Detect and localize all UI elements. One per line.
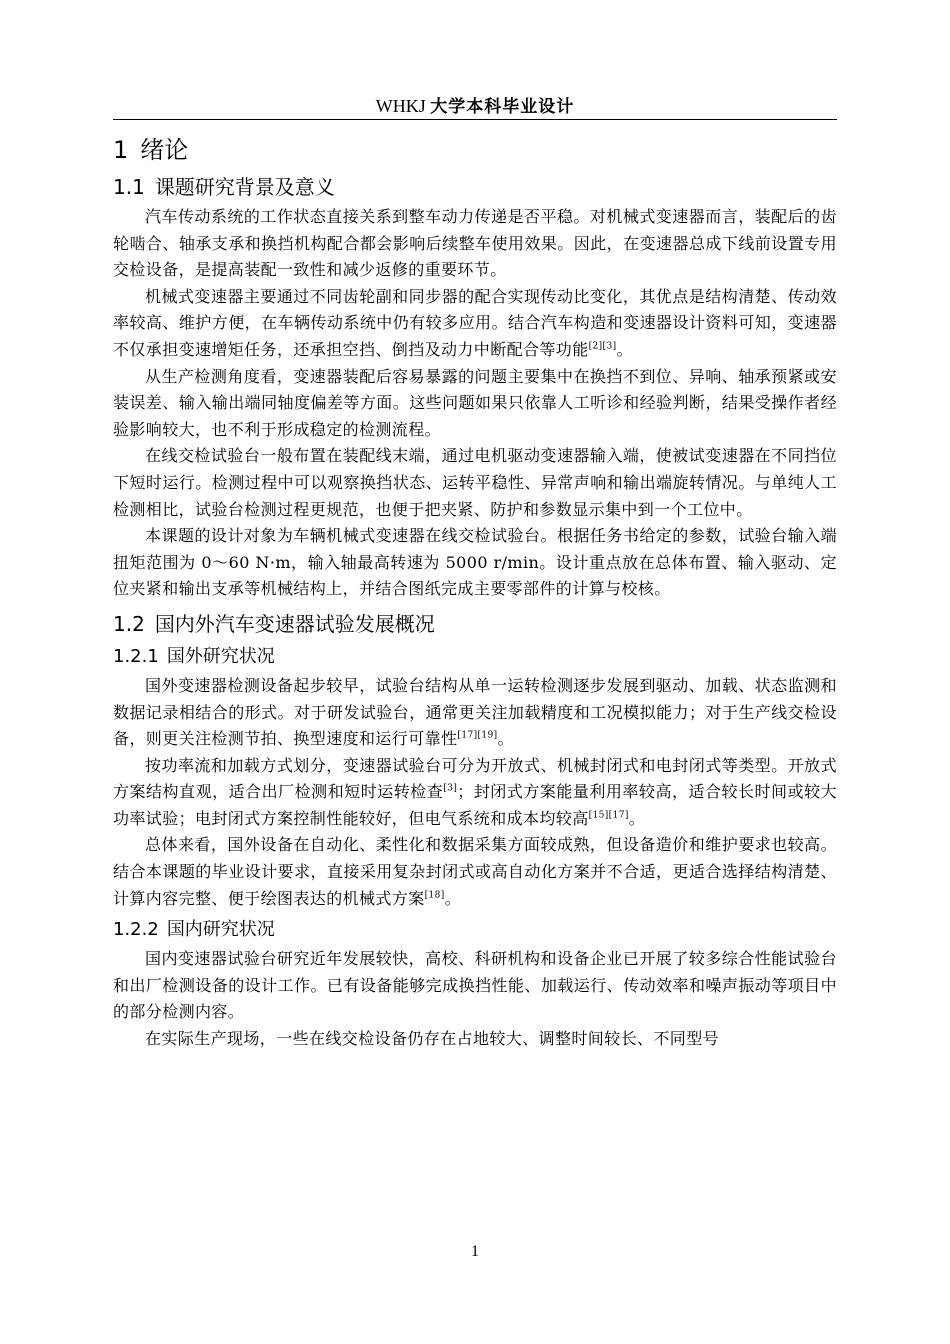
paragraph-text: 国外变速器检测设备起步较早，试验台结构从单一运转检测逐步发展到驱动、加载、状态监测和数据记录相结合的形式。对于研发试验台，通常更关注加载精度和工况模拟能力；对于生产线交检设备，则更关注检测节拍、换型速度和运行可靠性 bbox=[113, 675, 837, 749]
paragraph bbox=[113, 523, 837, 603]
chapter-heading bbox=[113, 130, 837, 170]
subsection-title: 国内研究状况 bbox=[166, 919, 275, 941]
subsection-heading-1-2-2 bbox=[113, 914, 837, 946]
subsection-number: 1.2.1 bbox=[113, 645, 159, 667]
paragraph-tail: 。 bbox=[497, 729, 514, 749]
header-title: 大学本科毕业设计 bbox=[430, 97, 575, 117]
citation: [3] bbox=[443, 783, 458, 794]
header-rule bbox=[113, 119, 837, 120]
section-title: 国内外汽车变速器试验发展概况 bbox=[154, 611, 435, 636]
paragraph-text: 汽车传动系统的工作状态直接关系到整车动力传递是否平稳。对机械式变速器而言，装配后的齿轮啮合、轴承支承和换挡机构配合都会影响后续整车使用效果。因此，在变速器总成下线前设置专用交检设备，是提高装配一致性和减少返修的重要环节。 bbox=[113, 207, 837, 280]
paragraph bbox=[113, 946, 837, 1026]
paragraph bbox=[113, 753, 837, 833]
page-number: 1 bbox=[471, 1243, 479, 1260]
chapter-number: 1 bbox=[113, 136, 129, 164]
paragraph bbox=[113, 204, 837, 284]
page-header bbox=[113, 92, 837, 120]
paragraph-tail: 。 bbox=[616, 339, 633, 359]
section-heading-1-2 bbox=[113, 607, 837, 641]
section-title: 课题研究背景及意义 bbox=[154, 175, 335, 199]
chapter-title: 绪论 bbox=[140, 136, 189, 164]
header-school: WHKJ bbox=[375, 96, 426, 116]
paragraph bbox=[113, 1026, 837, 1053]
paragraph bbox=[113, 673, 837, 753]
subsection-title: 国外研究状况 bbox=[166, 645, 275, 667]
citation: [18] bbox=[424, 890, 445, 901]
paragraph-text: ；封闭式方案能量利用率较高，适合较长时间或较大功率试验；电封闭式方案控制性能较好，但电气系统和成本均较高 bbox=[113, 782, 837, 828]
paragraph-tail: 。 bbox=[444, 888, 462, 908]
paragraph-text: 从生产检测角度看，变速器装配后容易暴露的问题主要集中在换挡不到位、异响、轴承预紧或安装误差、输入输出端同轴度偏差等方面。这些问题如果只依靠人工听诊和经验判断，结果受操作者经验影响较大，也不利于形成稳定的检测流程。 bbox=[113, 366, 837, 439]
citation: [15][17] bbox=[588, 810, 629, 821]
paragraph bbox=[113, 284, 837, 364]
paragraph-text: 在实际生产现场，一些在线交检设备仍存在占地较大、调整时间较长、不同型号 bbox=[145, 1029, 720, 1049]
paragraph-text: 本课题的设计对象为车辆机械式变速器在线交检试验台。根据任务书给定的参数，试验台输入端扭矩范围为 0～60 N·m，输入轴最高转速为 5000 r/min。设计重点放在总体布置、输入驱动、定位夹紧和输出支承等机械结构上，并结合图纸完成主要零部件的计算与校核。 bbox=[113, 526, 837, 599]
citation: [17][19] bbox=[457, 730, 498, 741]
paragraph-text: 按功率流和加载方式划分，变速器试验台可分为开放式、机械封闭式和电封闭式等类型。开放式方案结构直观，适合出厂检测和短时运转检查 bbox=[113, 755, 837, 802]
citation: [2][3] bbox=[588, 341, 617, 352]
section-number: 1.1 bbox=[113, 175, 145, 199]
subsection-heading-1-2-1 bbox=[113, 641, 837, 673]
paragraph-text: 在线交检试验台一般布置在装配线末端，通过电机驱动变速器输入端，使被试变速器在不同挡位下短时运行。检测过程中可以观察换挡状态、运转平稳性、异常声响和输出端旋转情况。与单纯人工检测相比，试验台检测过程更规范，也便于把夹紧、防护和参数显示集中到一个工位中。 bbox=[113, 446, 837, 519]
paragraph bbox=[113, 443, 837, 523]
paragraph-text: 总体来看，国外设备在自动化、柔性化和数据采集方面较成熟，但设备造价和维护要求也较高。结合本课题的毕业设计要求，直接采用复杂封闭式或高自动化方案并不合适，更适合选择结构清楚、计算内容完整、便于绘图表达的机械式方案 bbox=[113, 835, 837, 908]
section-heading-1-1 bbox=[113, 170, 837, 204]
paragraph-tail: 。 bbox=[628, 808, 646, 828]
paragraph-text: 国内变速器试验台研究近年发展较快，高校、科研机构和设备企业已开展了较多综合性能试验台和出厂检测设备的设计工作。已有设备能够完成换挡性能、加载运行、传动效率和噪声振动等项目中的部分检测内容。 bbox=[113, 949, 837, 1022]
paragraph bbox=[113, 364, 837, 444]
subsection-number: 1.2.2 bbox=[113, 919, 159, 941]
paragraph bbox=[113, 832, 837, 912]
page-content bbox=[113, 128, 837, 1053]
section-number: 1.2 bbox=[113, 611, 145, 636]
paragraph-text: 机械式变速器主要通过不同齿轮副和同步器的配合实现传动比变化，其优点是结构清楚、传动效率较高、维护方便，在车辆传动系统中仍有较多应用。结合汽车构造和变速器设计资料可知，变速器不仅承担变速增矩任务，还承担空挡、倒挡及动力中断配合等功能 bbox=[113, 286, 837, 359]
